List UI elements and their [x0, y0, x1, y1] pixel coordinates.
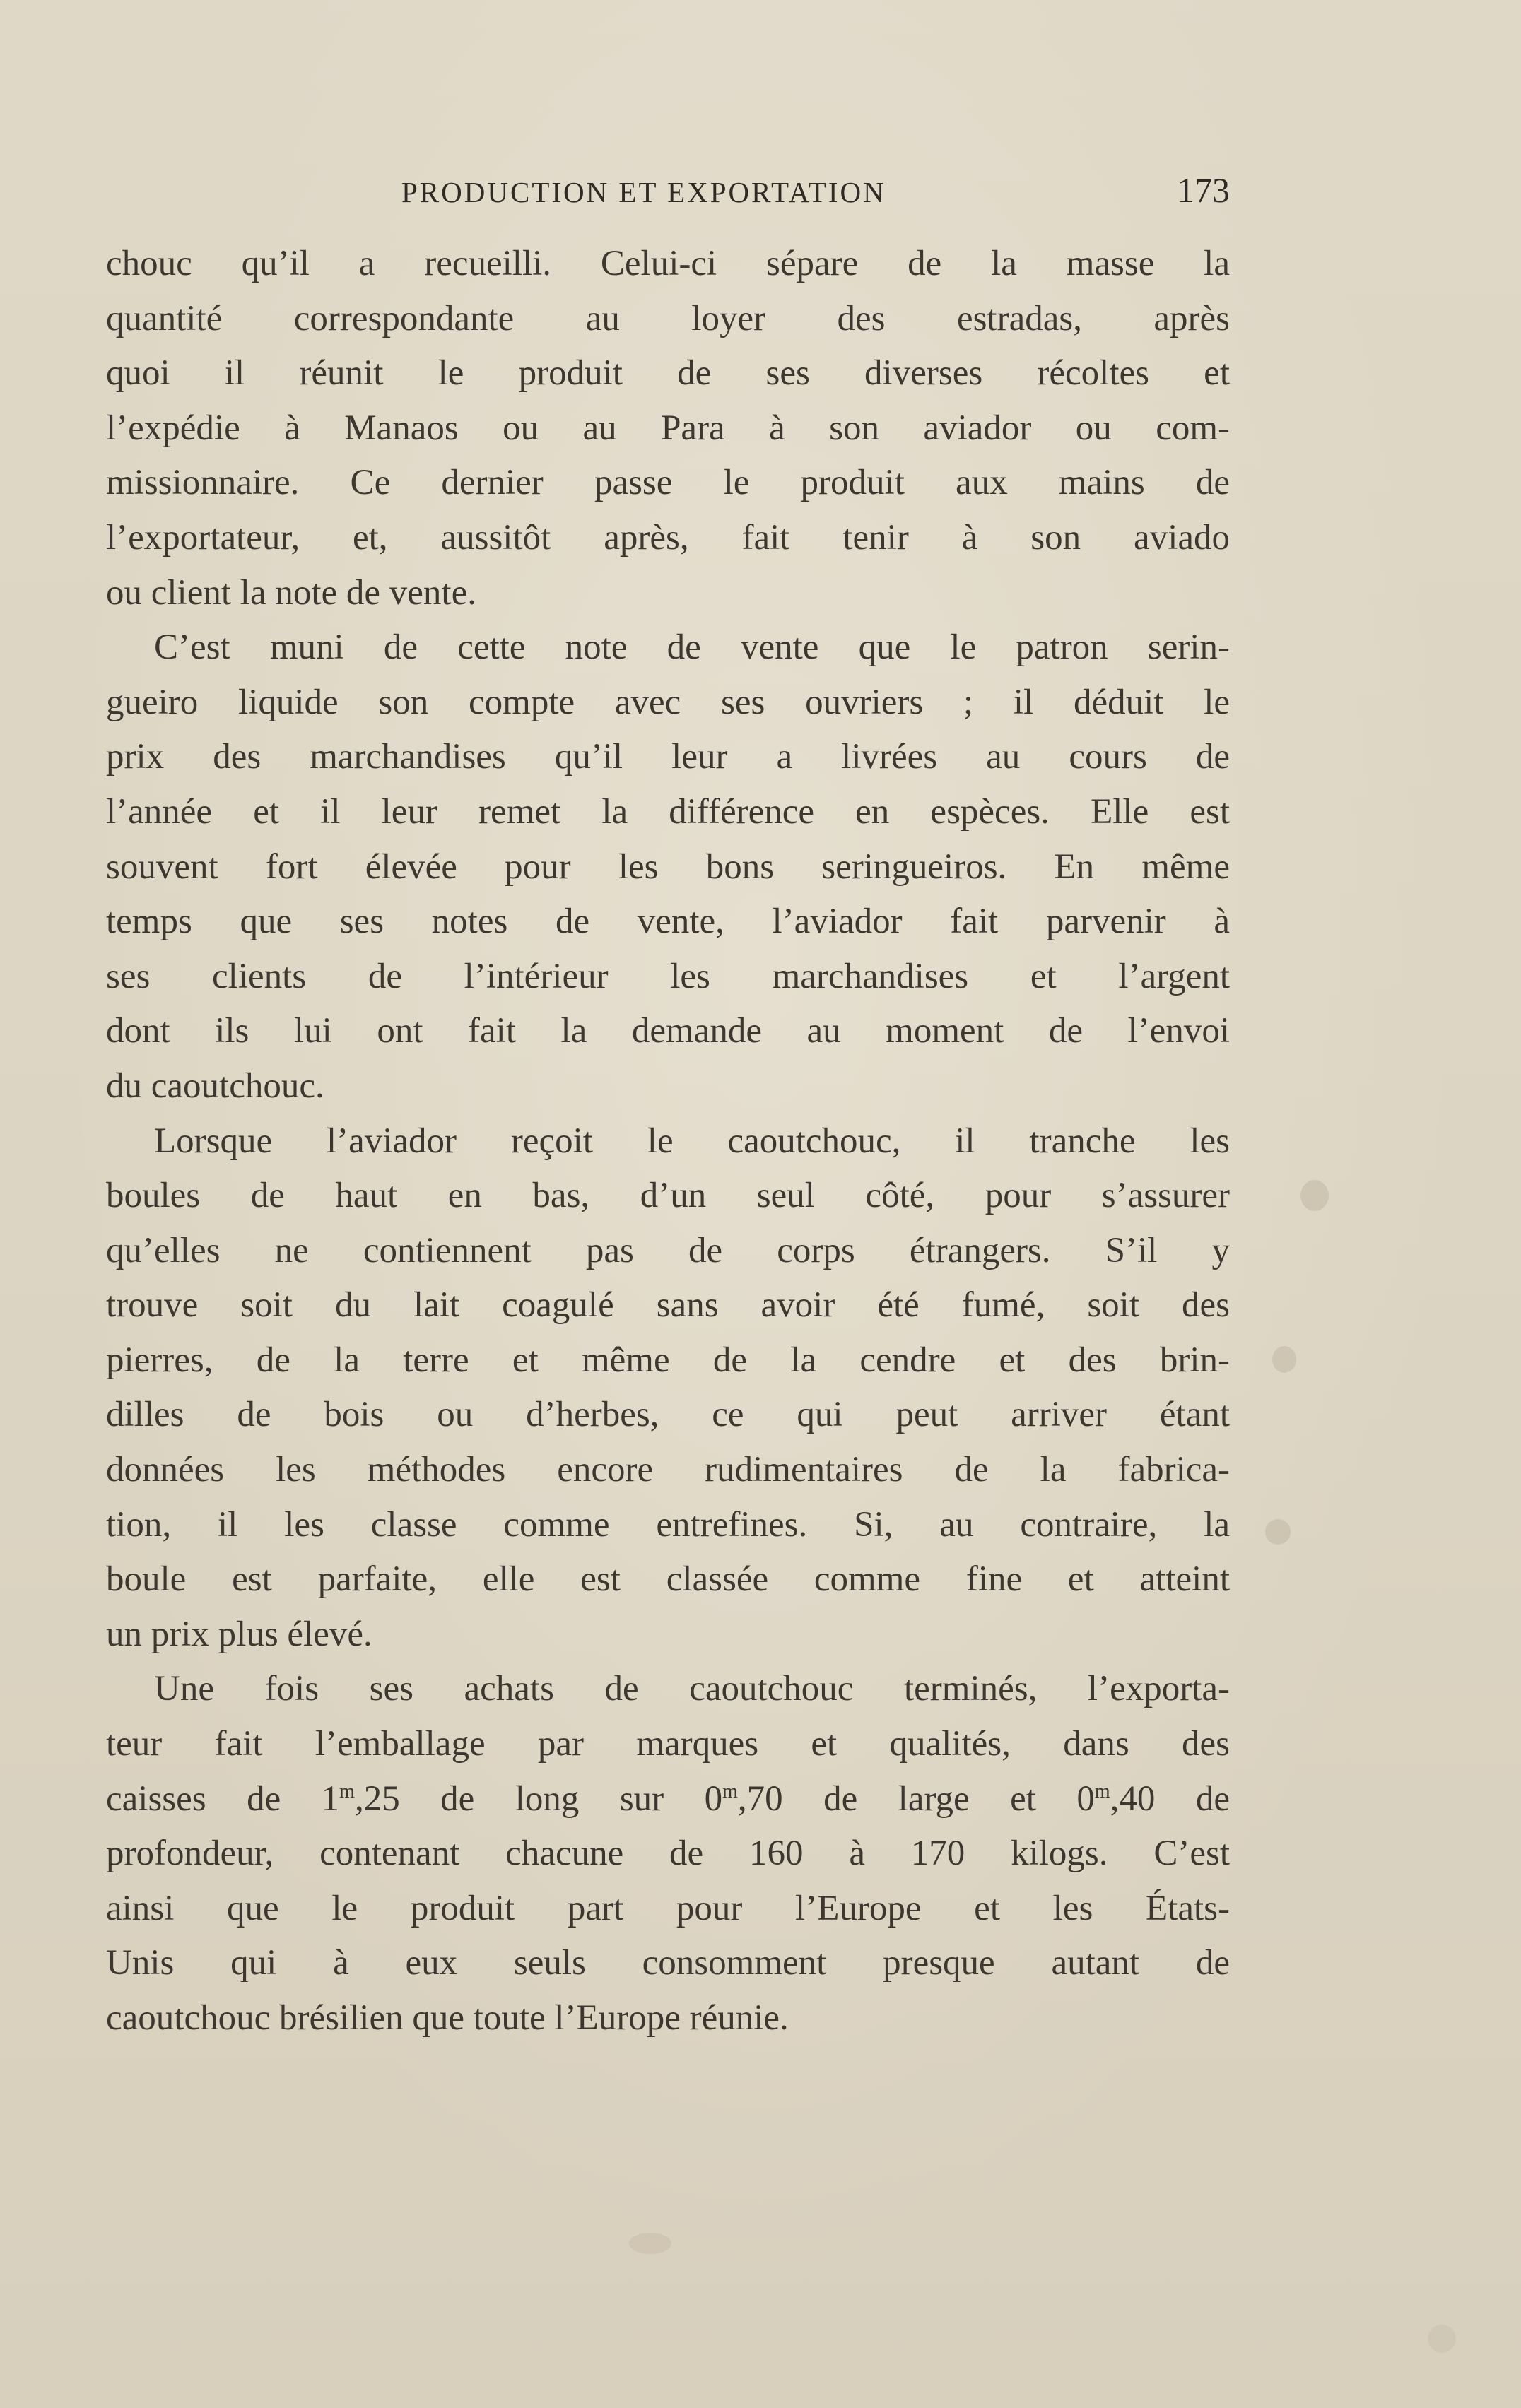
stain: [1428, 2325, 1456, 2353]
text-line: Unis qui à eux seuls consomment presque autant de: [106, 1943, 1230, 1983]
text-line: [106, 1772, 1230, 1827]
text-line: teur fait l’emballage par marques et qualités, dans des: [106, 1724, 1230, 1764]
text-line: caoutchouc brésilien que toute l’Europe réunie.: [106, 1998, 789, 2038]
text-line: quoi il réunit le produit de ses diverses récoltes et: [106, 353, 1230, 394]
text-line: dilles de bois ou d’herbes, ce qui peut arriver étant: [106, 1395, 1230, 1435]
text-fragment: ,25 de long sur 0: [354, 1778, 723, 1819]
page-number: 173: [1177, 170, 1230, 210]
text-line: dont ils lui ont fait la demande au moment de l’envoi: [106, 1011, 1230, 1051]
unit-superscript: m: [722, 1780, 738, 1802]
text-fragment: ,70 de large et 0: [737, 1778, 1095, 1819]
text-line: trouve soit du lait coagulé sans avoir été fumé, soit des: [106, 1285, 1230, 1326]
text-line: Une fois ses achats de caoutchouc terminés, l’exporta-: [154, 1669, 1230, 1709]
text-line: Lorsque l’aviador reçoit le caoutchouc, il tranche les: [154, 1121, 1230, 1161]
text-line: ses clients de l’intérieur les marchandises et l’argent: [106, 956, 1230, 996]
text-line: l’expédie à Manaos ou au Para à son aviador ou com-: [106, 408, 1230, 448]
text-line: prix des marchandises qu’il leur a livrées au cours de: [106, 737, 1230, 777]
text-line: souvent fort élevée pour les bons seringueiros. En même: [106, 846, 1230, 887]
text-line: qu’elles ne contiennent pas de corps étrangers. S’il y: [106, 1230, 1230, 1270]
stain: [629, 2233, 671, 2254]
text-line: boules de haut en bas, d’un seul côté, pour s’assurer: [106, 1176, 1230, 1216]
text-line: du caoutchouc.: [106, 1066, 324, 1106]
stain: [1272, 1346, 1296, 1373]
text-line: gueiro liquide son compte avec ses ouvriers ; il déduit le: [106, 682, 1230, 722]
stain: [1265, 1519, 1291, 1545]
unit-superscript: m: [339, 1780, 355, 1802]
running-head-title: PRODUCTION ET EXPORTATION: [401, 176, 886, 208]
text-line: quantité correspondante au loyer des estradas, après: [106, 298, 1230, 338]
text-line: temps que ses notes de vente, l’aviador fait parvenir à: [106, 902, 1230, 942]
text-line: C’est muni de cette note de vente que le patron serin-: [154, 627, 1230, 668]
text-fragment: caisses de 1: [106, 1778, 340, 1819]
text-line: l’exportateur, et, aussitôt après, fait tenir à son aviado: [106, 517, 1230, 557]
text-line: pierres, de la terre et même de la cendre et des brin-: [106, 1340, 1230, 1380]
text-line: missionnaire. Ce dernier passe le produit aux mains de: [106, 463, 1230, 503]
stain: [1300, 1180, 1329, 1211]
text-line: chouc qu’il a recueilli. Celui-ci sépare de la masse la: [106, 244, 1230, 283]
text-line: ou client la note de vente.: [106, 572, 476, 613]
text-line: l’année et il leur remet la différence en espèces. Elle est: [106, 791, 1230, 832]
text-line: boule est parfaite, elle est classée comme fine et atteint: [106, 1559, 1230, 1600]
text-line: ainsi que le produit part pour l’Europe et les États-: [106, 1888, 1230, 1928]
body-text: [106, 237, 1230, 2046]
text-line: profondeur, contenant chacune de 160 à 170 kilogs. C’est: [106, 1834, 1230, 1874]
unit-superscript: m: [1094, 1780, 1110, 1802]
text-fragment: ,40 de: [1110, 1778, 1230, 1819]
text-line: tion, il les classe comme entrefines. Si, au contraire, la: [106, 1504, 1230, 1545]
running-head: [106, 170, 1230, 212]
text-line: un prix plus élevé.: [106, 1614, 372, 1654]
text-line: données les méthodes encore rudimentaires de la fabrica-: [106, 1450, 1230, 1490]
